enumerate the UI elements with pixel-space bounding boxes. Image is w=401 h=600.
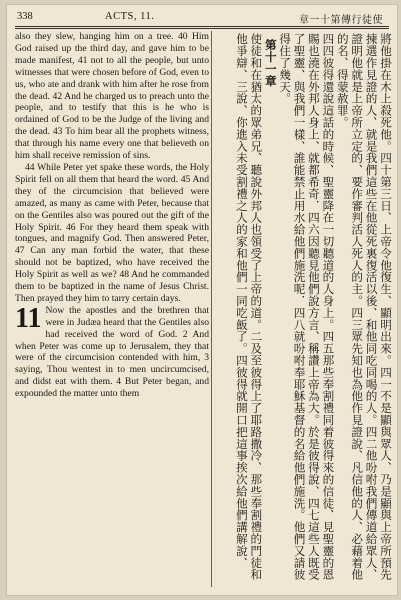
english-chapter-paragraph — [15, 302, 209, 400]
english-paragraph: 44 While Peter yet spake these words, the Holy Spirit fell on all them that heard the word. 45 And they of the circumcision that believed were amazed, as many as came with Peter, because that on the Gentiles also was poured out the gift of the Holy Spirit. 46 For they heard them speak with tongues, and magnify God. Then answered Peter, 47 Can any man forbid the water, that these should not be baptized, who have received the Holy Spirit as well as we? 48 And he commanded them to be baptized in the name of Jesus Christ. Then prayed they him to tarry certain days. — [15, 161, 209, 304]
chinese-column — [217, 33, 393, 589]
page-header — [17, 9, 387, 25]
header-rule — [15, 26, 389, 27]
chinese-chapter-heading: 第十一章 — [263, 39, 278, 87]
chinese-paragraph: 使徒和在猶太的眾弟兄、聽說外邦人也領受了上帝的道。二及至彼得上了耶路撒冷、那些奉割禮的門徒和他爭辯、三說、你進入未受割禮之人的家和他們一同吃飯了。四彼得就開口把這事挨次給他們講解說、 — [234, 33, 264, 581]
book-chapter-title: ACTS, 11. — [105, 11, 155, 22]
english-paragraph-text: Now the apostles and the brethren that were in Judæa heard that the Gentiles also had received the word of God. 2 And when Peter was come up to Jerusalem, they that were of the circumcision contended with him, 3 saying, Thou wentest in to men uncircumcised, and didst eat with them. 4 But Peter began, and expounded the matter unto them — [15, 304, 209, 400]
chinese-paragraph: 四四彼得還說這話的時候、聖靈降在一切聽道的人身上。四五那些奉割禮同着彼得來的信徒、見聖靈的恩賜也澆在外邦人身上、就都希奇．四六因聽見他們說方言、稱讚上帝為大。於是彼得說、四七這些人既受了聖靈、與我們一樣、誰能禁止用水給他們施洗呢．四八就吩咐奉耶穌基督的名給他們施洗。他們又請彼得住了幾天。 — [278, 33, 336, 581]
chinese-paragraph: 將他掛在木上殺死他。四十第三日、上帝令他復生、顯明出來。四一不是顯與眾人、乃是顯與上帝所預先揀選作見證的人、就是我們這些在他從死裏復活以後、和他同吃同喝的人。四二他吩咐我們傳道給眾人、證明他就是上帝所立定的、要作審判活人死人的主。四三眾先知也為他作見證說、凡信他的人、必藉着他的名、得蒙赦罪。 — [335, 33, 393, 581]
column-divider — [211, 31, 212, 587]
bible-page — [6, 4, 398, 596]
header-rule-double — [15, 28, 389, 29]
chapter-number: 11 — [15, 302, 42, 334]
page-number: 338 — [17, 11, 33, 22]
english-paragraph: also they slew, hanging him on a tree. 40 Him God raised up the third day, and gave him to be made manifest, 41 not to all the people, but unto witnesses that were chosen before of God, even to us, who ate and drank with him after he rose from the dead. 42 And he charged us to preach unto the people, and to testify that this is he who is ordained of God to be the Judge of the living and the dead. 43 To him bear all the prophets witness, that through his name every one that believeth on him shall receive remission of sins. — [15, 31, 209, 162]
english-column — [15, 31, 209, 591]
chinese-running-title: 章一十第傳行徒使 — [299, 15, 383, 26]
